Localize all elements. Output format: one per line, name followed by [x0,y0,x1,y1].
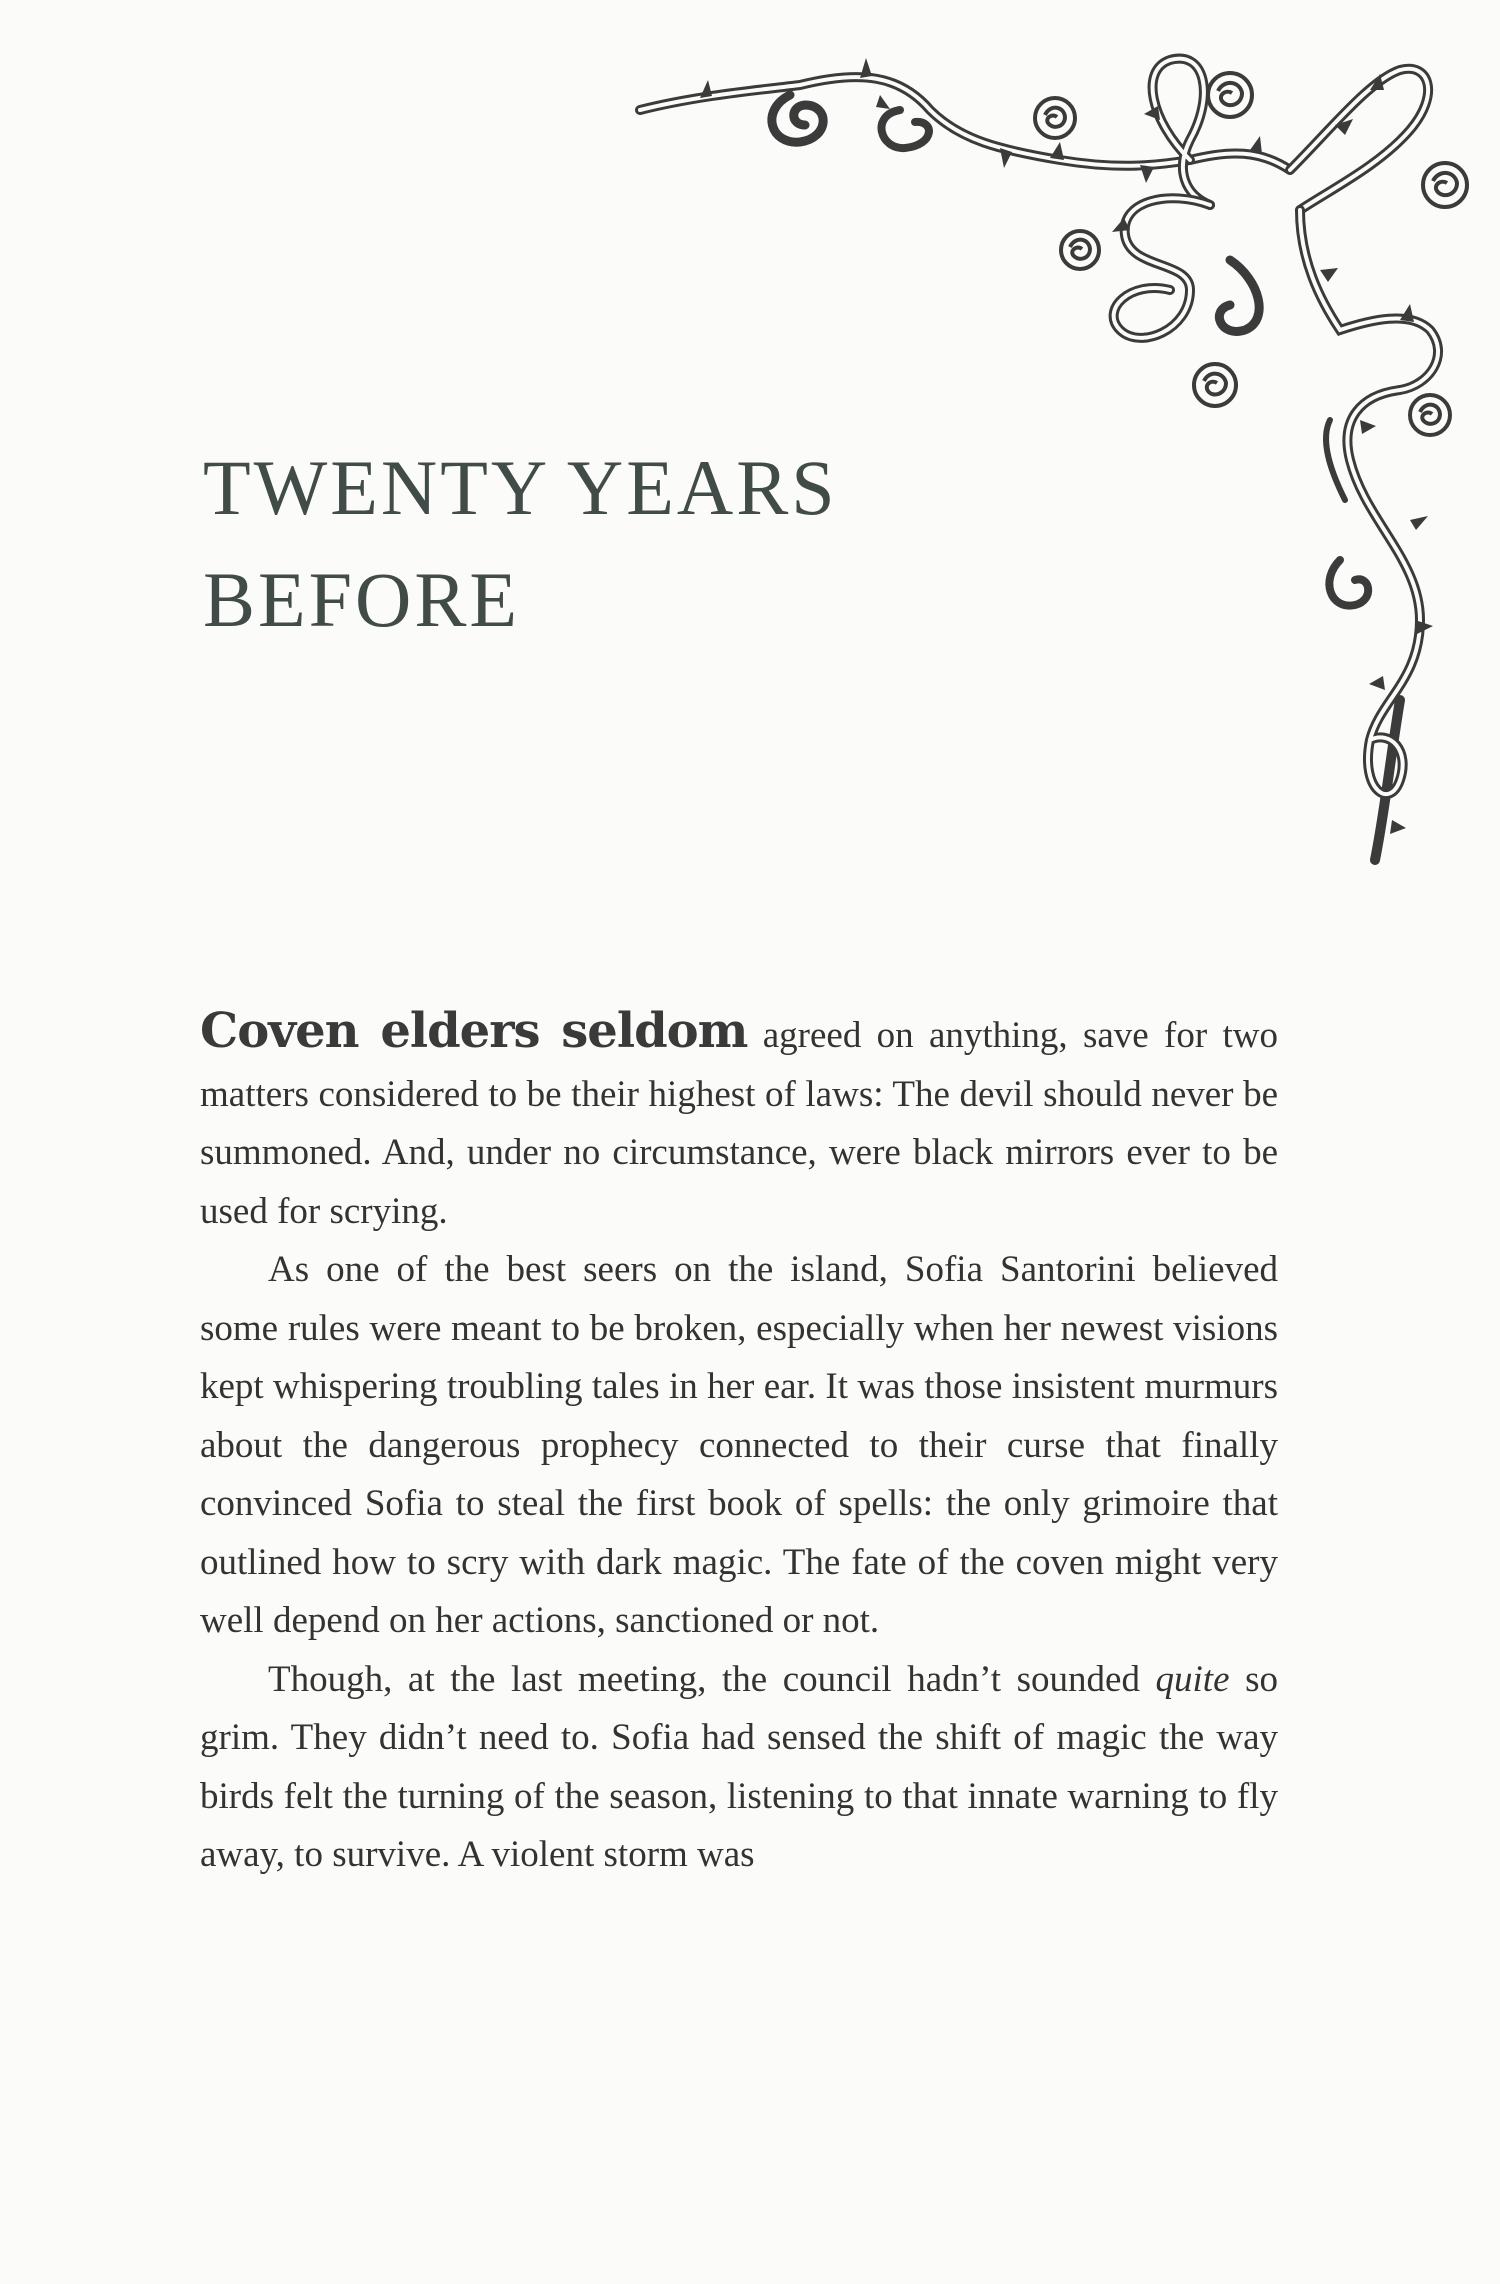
chapter-title [203,432,838,656]
paragraph-3 [200,1651,1278,1885]
paragraph-3-text-before: Though, at the last meeting, the council hadn’t sounded [268,1658,1156,1700]
paragraph-3-emphasis: quite [1155,1658,1230,1700]
chapter-body [200,1002,1278,1885]
chapter-title-line-1: TWENTY YEARS [203,444,838,531]
paragraph-2: As one of the best seers on the island, Sofia Santorini believed some rules were meant to be broken, especially when her newest visions kept whispering troubling tales in her ear. It was those insistent murmurs about the dangerous prophecy connected to their curse that finally convinced Sofia to steal the first book of spells: the only grimoire that outlined how to scry with dark magic. The fate of the coven might very well depend on her actions, sanctioned or not. [200,1249,1278,1641]
lead-in-words: Coven elders seldom [200,1003,748,1059]
chapter-title-line-2: BEFORE [203,556,521,643]
paragraph-1-text: agreed on anything, save for two matters considered to be their highest of laws: The devil should never be summoned. And, under no circumstance, were black mirrors ever to be used for scrying. [200,1015,1278,1232]
paragraph-3-text-after: so grim. They didn’t need to. Sofia had sensed the shift of magic the way birds felt the turning of the season, listening to that innate warning to fly away, to survive. A violent storm was [200,1658,1278,1875]
paragraph-1 [200,1002,1278,1241]
